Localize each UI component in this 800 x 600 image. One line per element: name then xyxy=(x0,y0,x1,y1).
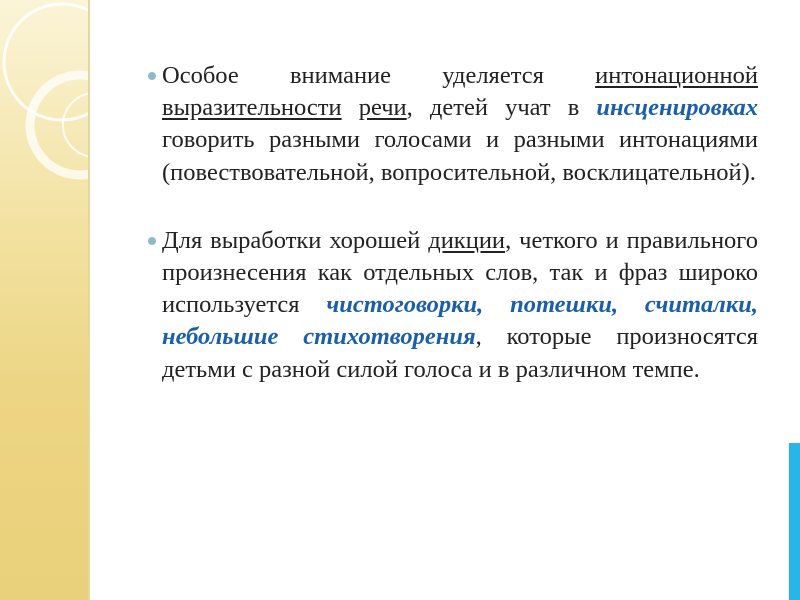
text-run: , четкого и правильного произнесения как отдельных слов, так и фраз широко используется xyxy=(162,226,758,319)
text-run: , которые произносятся детьми с разной силой голоса и в различном темпе. xyxy=(162,323,758,383)
text-run xyxy=(342,94,359,121)
bullet-dot-icon xyxy=(148,237,156,245)
underlined-term: дикции xyxy=(428,226,506,254)
text-run: Для выработки хорошей xyxy=(162,226,429,254)
text-run: , детей учат в xyxy=(406,94,597,122)
highlighted-term: инсценировках xyxy=(596,94,758,122)
panel-divider xyxy=(88,0,90,600)
bullet-paragraph-2 xyxy=(162,225,758,386)
underlined-term: выразительности xyxy=(162,94,342,122)
underlined-term: речи xyxy=(358,94,407,122)
decorative-side-panel xyxy=(0,0,88,600)
text-run: Особое внимание уделяется xyxy=(162,62,596,89)
bullet-paragraph-1 xyxy=(162,60,758,189)
text-run: говорить разными голосами и разными интонациями (повествовательной, вопросительной, восклицательной). xyxy=(162,126,758,186)
slide-content xyxy=(162,60,758,422)
highlighted-term: чистоговорки, потешки, считалки, небольшие стихотворения xyxy=(162,291,759,351)
bullet-dot-icon xyxy=(148,72,156,80)
decorative-arcs xyxy=(0,0,88,600)
accent-bar xyxy=(789,443,800,600)
underlined-term: интонационной xyxy=(595,62,758,89)
